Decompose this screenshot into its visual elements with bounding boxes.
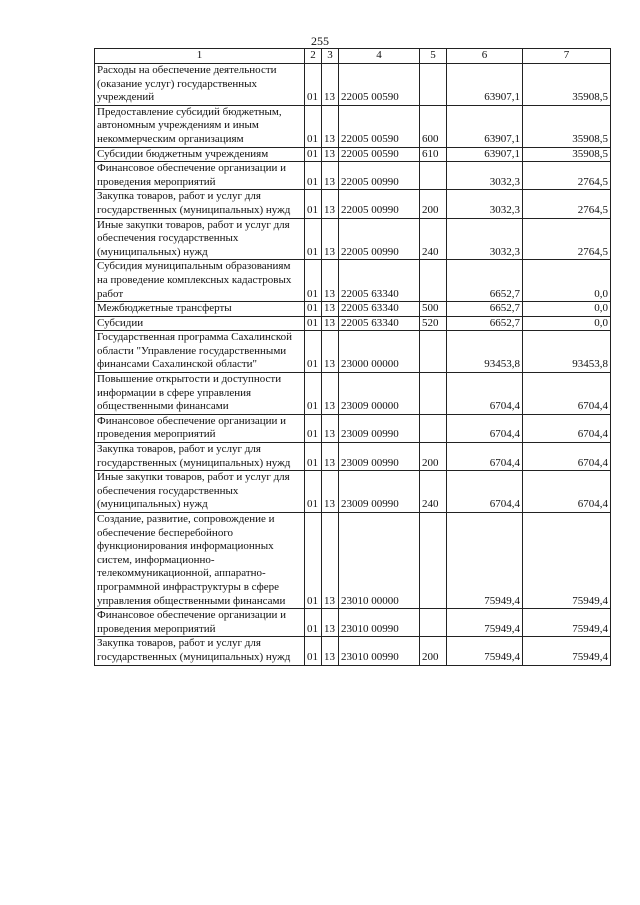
amount-col6-cell: 6704,4	[447, 443, 523, 471]
column-header: 3	[322, 49, 339, 64]
subsection-code-cell: 13	[322, 260, 339, 302]
section-code-cell: 01	[305, 302, 322, 317]
amount-col7-cell: 75949,4	[523, 513, 611, 609]
table-row	[95, 414, 611, 442]
subsection-code-cell: 13	[322, 637, 339, 665]
subsection-code-cell: 13	[322, 64, 339, 106]
table-row	[95, 609, 611, 637]
amount-col7-cell: 6704,4	[523, 471, 611, 513]
section-code-cell: 01	[305, 443, 322, 471]
amount-col7-cell: 35908,5	[523, 147, 611, 162]
table-row	[95, 147, 611, 162]
amount-col6-cell: 6652,7	[447, 260, 523, 302]
table-row	[95, 373, 611, 415]
amount-col7-cell: 0,0	[523, 302, 611, 317]
row-name-cell: Субсидия муниципальным образованиям на проведение комплексных кадастровых работ	[95, 260, 305, 302]
amount-col6-cell: 3032,3	[447, 162, 523, 190]
target-code-cell: 22005 00590	[339, 105, 420, 147]
row-name-cell: Закупка товаров, работ и услуг для государственных (муниципальных) нужд	[95, 190, 305, 218]
table-row	[95, 218, 611, 260]
amount-col7-cell: 0,0	[523, 316, 611, 331]
row-name-cell: Межбюджетные трансферты	[95, 302, 305, 317]
target-code-cell: 23009 00990	[339, 414, 420, 442]
subsection-code-cell: 13	[322, 373, 339, 415]
target-code-cell: 23000 00000	[339, 331, 420, 373]
expense-type-cell	[420, 260, 447, 302]
amount-col6-cell: 6652,7	[447, 316, 523, 331]
section-code-cell: 01	[305, 373, 322, 415]
expense-type-cell: 600	[420, 105, 447, 147]
amount-col6-cell: 93453,8	[447, 331, 523, 373]
expense-type-cell: 240	[420, 471, 447, 513]
table-row	[95, 316, 611, 331]
amount-col7-cell: 35908,5	[523, 64, 611, 106]
subsection-code-cell: 13	[322, 513, 339, 609]
section-code-cell: 01	[305, 162, 322, 190]
row-name-cell: Финансовое обеспечение организации и проведения мероприятий	[95, 609, 305, 637]
subsection-code-cell: 13	[322, 443, 339, 471]
section-code-cell: 01	[305, 609, 322, 637]
section-code-cell: 01	[305, 414, 322, 442]
amount-col7-cell: 93453,8	[523, 331, 611, 373]
target-code-cell: 22005 63340	[339, 302, 420, 317]
expense-type-cell: 200	[420, 190, 447, 218]
row-name-cell: Повышение открытости и доступности информации в сфере управления общественными финансами	[95, 373, 305, 415]
amount-col7-cell: 6704,4	[523, 373, 611, 415]
expense-type-cell	[420, 609, 447, 637]
amount-col7-cell: 75949,4	[523, 637, 611, 665]
amount-col7-cell: 2764,5	[523, 218, 611, 260]
amount-col6-cell: 63907,1	[447, 105, 523, 147]
amount-col6-cell: 63907,1	[447, 64, 523, 106]
table-row	[95, 513, 611, 609]
row-name-cell: Финансовое обеспечение организации и проведения мероприятий	[95, 162, 305, 190]
column-header: 1	[95, 49, 305, 64]
expense-type-cell: 520	[420, 316, 447, 331]
table-row	[95, 190, 611, 218]
column-header: 4	[339, 49, 420, 64]
subsection-code-cell: 13	[322, 471, 339, 513]
row-name-cell: Закупка товаров, работ и услуг для государственных (муниципальных) нужд	[95, 637, 305, 665]
expense-type-cell: 610	[420, 147, 447, 162]
table-row	[95, 302, 611, 317]
section-code-cell: 01	[305, 260, 322, 302]
table-row	[95, 64, 611, 106]
section-code-cell: 01	[305, 471, 322, 513]
expense-type-cell	[420, 513, 447, 609]
row-name-cell: Иные закупки товаров, работ и услуг для обеспечения государственных (муниципальных) нужд	[95, 471, 305, 513]
table-row	[95, 471, 611, 513]
section-code-cell: 01	[305, 316, 322, 331]
target-code-cell: 23010 00990	[339, 609, 420, 637]
amount-col7-cell: 75949,4	[523, 609, 611, 637]
expense-type-cell: 500	[420, 302, 447, 317]
target-code-cell: 23010 00990	[339, 637, 420, 665]
expense-type-cell	[420, 373, 447, 415]
subsection-code-cell: 13	[322, 331, 339, 373]
row-name-cell: Создание, развитие, сопровождение и обеспечение бесперебойного функционирования информационных систем, информационно-телекоммуникационной, аппаратно-программной инфраструктуры в сфере управления общественными финансами	[95, 513, 305, 609]
target-code-cell: 23009 00000	[339, 373, 420, 415]
subsection-code-cell: 13	[322, 147, 339, 162]
target-code-cell: 22005 00590	[339, 64, 420, 106]
amount-col6-cell: 6704,4	[447, 373, 523, 415]
budget-table	[94, 48, 611, 666]
target-code-cell: 22005 00590	[339, 147, 420, 162]
row-name-cell: Государственная программа Сахалинской области "Управление государственными финансами Сахалинской области"	[95, 331, 305, 373]
amount-col7-cell: 2764,5	[523, 162, 611, 190]
amount-col7-cell: 6704,4	[523, 443, 611, 471]
section-code-cell: 01	[305, 637, 322, 665]
target-code-cell: 23009 00990	[339, 471, 420, 513]
table-row	[95, 105, 611, 147]
section-code-cell: 01	[305, 105, 322, 147]
amount-col6-cell: 3032,3	[447, 218, 523, 260]
subsection-code-cell: 13	[322, 190, 339, 218]
target-code-cell: 22005 00990	[339, 190, 420, 218]
subsection-code-cell: 13	[322, 302, 339, 317]
row-name-cell: Расходы на обеспечение деятельности (оказание услуг) государственных учреждений	[95, 64, 305, 106]
column-header: 2	[305, 49, 322, 64]
expense-type-cell	[420, 162, 447, 190]
column-header: 7	[523, 49, 611, 64]
target-code-cell: 22005 00990	[339, 162, 420, 190]
header-row	[95, 49, 611, 64]
column-header: 5	[420, 49, 447, 64]
amount-col6-cell: 6704,4	[447, 471, 523, 513]
row-name-cell: Субсидии бюджетным учреждениям	[95, 147, 305, 162]
amount-col6-cell: 75949,4	[447, 609, 523, 637]
table-row	[95, 331, 611, 373]
expense-type-cell	[420, 414, 447, 442]
table-body	[95, 49, 611, 666]
amount-col6-cell: 63907,1	[447, 147, 523, 162]
row-name-cell: Иные закупки товаров, работ и услуг для обеспечения государственных (муниципальных) нужд	[95, 218, 305, 260]
amount-col7-cell: 35908,5	[523, 105, 611, 147]
row-name-cell: Субсидии	[95, 316, 305, 331]
target-code-cell: 22005 63340	[339, 316, 420, 331]
subsection-code-cell: 13	[322, 162, 339, 190]
table-row	[95, 443, 611, 471]
table-row	[95, 260, 611, 302]
row-name-cell: Закупка товаров, работ и услуг для государственных (муниципальных) нужд	[95, 443, 305, 471]
page-number: 255	[311, 34, 329, 48]
section-code-cell: 01	[305, 513, 322, 609]
target-code-cell: 22005 00990	[339, 218, 420, 260]
section-code-cell: 01	[305, 331, 322, 373]
section-code-cell: 01	[305, 218, 322, 260]
row-name-cell: Финансовое обеспечение организации и проведения мероприятий	[95, 414, 305, 442]
target-code-cell: 23010 00000	[339, 513, 420, 609]
row-name-cell: Предоставление субсидий бюджетным, автономным учреждениям и иным некоммерческим организациям	[95, 105, 305, 147]
expense-type-cell: 200	[420, 443, 447, 471]
amount-col6-cell: 75949,4	[447, 637, 523, 665]
amount-col6-cell: 3032,3	[447, 190, 523, 218]
subsection-code-cell: 13	[322, 218, 339, 260]
expense-type-cell: 240	[420, 218, 447, 260]
target-code-cell: 22005 63340	[339, 260, 420, 302]
amount-col6-cell: 75949,4	[447, 513, 523, 609]
expense-type-cell	[420, 64, 447, 106]
subsection-code-cell: 13	[322, 105, 339, 147]
table-row	[95, 162, 611, 190]
amount-col6-cell: 6652,7	[447, 302, 523, 317]
section-code-cell: 01	[305, 190, 322, 218]
expense-type-cell	[420, 331, 447, 373]
amount-col7-cell: 0,0	[523, 260, 611, 302]
column-header: 6	[447, 49, 523, 64]
amount-col7-cell: 6704,4	[523, 414, 611, 442]
subsection-code-cell: 13	[322, 414, 339, 442]
amount-col6-cell: 6704,4	[447, 414, 523, 442]
target-code-cell: 23009 00990	[339, 443, 420, 471]
section-code-cell: 01	[305, 64, 322, 106]
subsection-code-cell: 13	[322, 609, 339, 637]
amount-col7-cell: 2764,5	[523, 190, 611, 218]
table-row	[95, 637, 611, 665]
expense-type-cell: 200	[420, 637, 447, 665]
subsection-code-cell: 13	[322, 316, 339, 331]
section-code-cell: 01	[305, 147, 322, 162]
